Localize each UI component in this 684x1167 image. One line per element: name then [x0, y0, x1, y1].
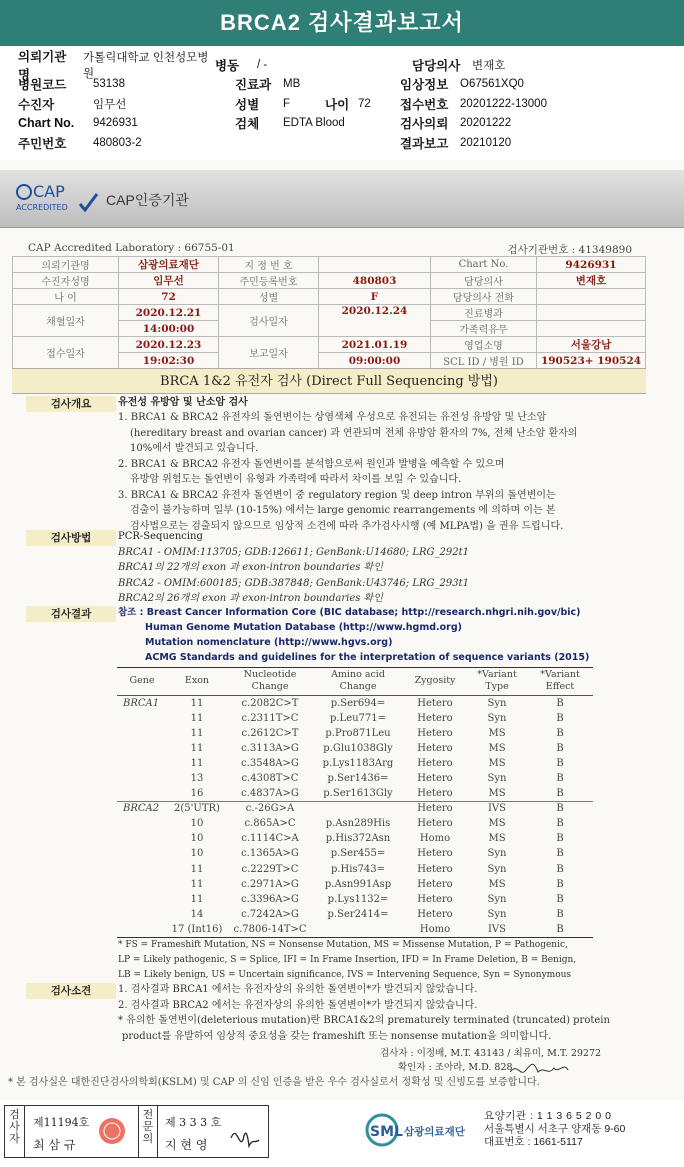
dept-label: 진료과	[235, 78, 272, 93]
table-cell: Homo	[419, 833, 451, 845]
info-cell: 9426931	[537, 257, 646, 273]
tester-name: 최 삼 규	[33, 1138, 76, 1152]
cap-logo-text: CAP	[33, 182, 65, 201]
overview-line: 3. BRCA1 & BRCA2 유전자 돌연변이 중 regulatory region 및 deep intron 부위의 돌연변이는	[118, 489, 556, 501]
receipt-value: 20201222-13000	[460, 97, 547, 110]
table-row	[117, 846, 593, 861]
info-cell: 진료병과	[431, 305, 537, 321]
table-cell: c.-26G>A	[227, 801, 313, 816]
report-date-value: 20210120	[460, 136, 512, 149]
opinion-line: product를 유발하여 임상적 중요성을 갖는 frameshift 또는 nonsense mutation을 의미합니다.	[122, 1030, 552, 1042]
specialist-license: 제 3 3 3 호	[165, 1116, 222, 1129]
table-cell: p.Asn991Asp	[324, 878, 392, 890]
table-cell: B	[556, 848, 564, 860]
table-cell: c.4837A>G	[241, 787, 299, 799]
report-title: BRCA2 검사결과보고서	[0, 0, 684, 46]
section-result: 검사결과	[26, 606, 116, 622]
table-cell: p.Pro871Leu	[325, 727, 391, 739]
info-cell: 2021.01.19	[319, 337, 431, 353]
cap-label: CAP인증기관	[106, 192, 189, 208]
table-row	[117, 831, 593, 846]
overview-body	[118, 410, 577, 534]
table-cell: p.Ser1436=	[327, 773, 389, 785]
table-cell: Hetero	[417, 757, 453, 769]
dept-value: MB	[283, 78, 301, 91]
table-cell: p.Leu771=	[329, 712, 387, 724]
info-cell: 보고일자	[219, 337, 319, 369]
table-cell	[313, 801, 403, 816]
info-cell: 성별	[219, 289, 319, 305]
table-cell: p.His372Asn	[325, 833, 391, 845]
table-cell: B	[556, 893, 564, 905]
table-cell: Syn	[487, 773, 507, 785]
info-cell	[319, 257, 431, 273]
specialist-name: 지 현 영	[165, 1138, 208, 1152]
table-cell: c.2612C>T	[241, 727, 299, 739]
info-cell: 190523+ 190524	[537, 353, 646, 369]
age-label: 나이	[325, 97, 350, 112]
table-cell: MS	[488, 787, 506, 799]
table-cell: 11	[190, 697, 204, 709]
ward-value: / -	[257, 58, 268, 71]
table-cell: 17 (Int16)	[167, 922, 227, 937]
kslm-statement: * 본 검사실은 대한진단검사의학회(KSLM) 및 CAP 의 신임 인증을 받은 우수 검사실로서 정확성 및 신빙도를 보증합니다.	[8, 1077, 540, 1088]
table-row	[117, 892, 593, 907]
info-cell: 14:00:00	[119, 321, 219, 337]
info-cell: 의뢰기관명	[13, 257, 119, 273]
info-cell: 수진자성명	[13, 273, 119, 289]
overview-line: 검사법으로는 검출되지 않으므로 임상적 소견에 따라 추가검사시행 (예 MLPA법) 을 권유 드립니다.	[130, 520, 564, 532]
cap-lab-number: CAP Accredited Laboratory : 66755-01	[28, 242, 235, 254]
specimen-label: 검체	[235, 117, 260, 132]
table-row	[117, 696, 593, 711]
references	[118, 605, 589, 665]
table-row	[117, 726, 593, 741]
table-cell: p.His743=	[330, 863, 386, 875]
table-cell	[117, 922, 167, 937]
table-cell: c.1114C>A	[241, 833, 299, 845]
table-cell	[117, 711, 167, 726]
reference-line: 참조 : Breast Cancer Information Core (BIC database; http://research.nhgri.nih.gov/bic)	[118, 607, 581, 618]
opinion-line: 1. 검사결과 BRCA1 에서는 유전자상의 유의한 돌연변이*가 발견되지 않았습니다.	[118, 984, 478, 995]
lab-address	[484, 1110, 625, 1149]
patient-value: 임무선	[93, 98, 127, 111]
doctor-value: 변재호	[472, 59, 506, 72]
table-cell: B	[527, 922, 593, 937]
table-cell: c.865A>C	[244, 818, 296, 830]
reference-line: Mutation nomenclature (http://www.hgvs.org)	[145, 637, 393, 648]
clinical-label: 임상정보	[400, 78, 449, 93]
table-cell	[117, 907, 167, 922]
report-header	[18, 49, 668, 153]
table-cell: Syn	[487, 893, 507, 905]
table-row	[117, 786, 593, 801]
sex-label: 성별	[235, 97, 260, 112]
table-row	[117, 756, 593, 771]
table-cell: B	[527, 801, 593, 816]
table-cell: p.Glu1038Gly	[323, 742, 393, 754]
table-cell: Hetero	[417, 848, 453, 860]
table-cell: p.Lys1132=	[327, 893, 389, 905]
info-cell: 삼광의료재단	[119, 257, 219, 273]
table-cell: 11	[190, 878, 204, 890]
opinion-line: 2. 검사결과 BRCA2 에서는 유전자상의 유의한 돌연변이*가 발견되지 않았습니다.	[118, 999, 478, 1011]
col-exon: Exon	[167, 668, 227, 696]
table-cell: Syn	[487, 848, 507, 860]
table-cell: Hetero	[417, 878, 453, 890]
table-cell: B	[556, 908, 564, 920]
table-cell: B	[556, 878, 564, 890]
table-cell	[117, 726, 167, 741]
table-row	[117, 816, 593, 831]
info-cell: 480803	[319, 273, 431, 289]
table-cell: B	[556, 833, 564, 845]
reference-line: ACMG Standards and guidelines for the interpretation of sequence variants (2015)	[145, 652, 590, 663]
age-value: 72	[358, 97, 371, 110]
abbrev-footnotes	[118, 938, 658, 983]
table-cell: Hetero	[417, 818, 453, 830]
table-row	[117, 711, 593, 726]
table-cell: 13	[190, 773, 204, 785]
table-cell: B	[556, 787, 564, 799]
table-cell	[117, 846, 167, 861]
table-cell: Syn	[487, 712, 507, 724]
red-seal-stamp	[97, 1116, 127, 1146]
variants-body	[117, 696, 593, 938]
table-cell	[117, 786, 167, 801]
table-cell: Hetero	[417, 727, 453, 739]
address-line: 서울특별시 서초구 양재동 9-60	[484, 1123, 626, 1135]
table-cell: p.Ser1613Gly	[323, 787, 393, 799]
table-cell: 14	[190, 908, 204, 920]
info-cell: 담당의사	[431, 273, 537, 289]
table-cell: B	[556, 727, 564, 739]
overview-line: 2. BRCA1 & BRCA2 유전자 돌연변이를 분석함으로써 원인과 발병을 예측할 수 있으며	[118, 458, 505, 470]
col-amino: Amino acid Change	[313, 668, 403, 696]
inst-value: 가톨릭대학교 인천성모병원	[83, 51, 209, 80]
info-cell: 영업소명	[431, 337, 537, 353]
table-cell: Hetero	[403, 801, 467, 816]
table-cell: IVS	[467, 801, 527, 816]
test-banner: BRCA 1&2 유전자 검사 (Direct Full Sequencing 방법)	[12, 368, 646, 394]
table-cell: p.Ser694=	[330, 697, 386, 709]
table-cell: c.7242A>G	[241, 908, 299, 920]
table-cell	[117, 756, 167, 771]
table-cell	[313, 922, 403, 937]
table-cell: c.2082C>T	[241, 697, 299, 709]
table-cell: Syn	[487, 697, 507, 709]
doctor-label: 담당의사	[412, 58, 461, 73]
table-cell: 10	[190, 848, 204, 860]
tel-line: 대표번호 : 1661-5117	[484, 1136, 583, 1148]
col-nucleotide: Nucleotide Change	[227, 668, 313, 696]
table-cell: c.1365A>G	[241, 848, 299, 860]
hosp-code-label: 병원코드	[18, 78, 67, 93]
info-cell: 담당의사 전화	[431, 289, 537, 305]
table-cell: BRCA1	[123, 697, 160, 709]
hosp-code-value: 53138	[93, 78, 125, 91]
tester-signers: 검사자 : 이정배, M.T. 43143 / 최유미, M.T. 29272	[380, 1048, 602, 1059]
info-cell: 09:00:00	[319, 353, 431, 369]
sml-name: 삼광의료재단	[404, 1126, 465, 1138]
info-cell: 72	[119, 289, 219, 305]
table-cell: MS	[488, 833, 506, 845]
info-cell: 2020.12.23	[119, 337, 219, 353]
info-cell: 나 이	[13, 289, 119, 305]
table-row	[117, 862, 593, 877]
info-cell: 19:02:30	[119, 353, 219, 369]
method-line: BRCA2 - OMIM:600185; GDB:387848; GenBank:U43746; LRG_293t1	[118, 577, 469, 589]
method-title: PCR-Sequencing	[118, 531, 203, 542]
tester-label: 검사자	[5, 1106, 25, 1157]
request-label: 검사의뢰	[400, 117, 449, 132]
tester-license: 제11194호	[33, 1116, 90, 1129]
table-row	[117, 771, 593, 786]
chart-label: Chart No.	[18, 116, 75, 131]
confirmer-signer: 확인자 : 조아라, M.D. 828	[398, 1062, 513, 1073]
table-cell: c.2311T>C	[241, 712, 299, 724]
rrn-value: 480803-2	[93, 136, 142, 149]
sml-logo	[364, 1110, 482, 1150]
section-overview: 검사개요	[26, 396, 116, 412]
info-cell: 지 정 번 호	[219, 257, 319, 273]
specialist-signature	[227, 1120, 263, 1148]
info-cell	[537, 321, 646, 337]
overview-title: 유전성 유방암 및 난소암 검사	[118, 397, 248, 408]
table-cell: Hetero	[417, 863, 453, 875]
inst-label: 의뢰기관명	[18, 49, 67, 82]
col-variant-type: *Variant Type	[467, 668, 527, 696]
overview-line: 10%에서 발견되고 있습니다.	[130, 443, 259, 454]
opinion-body	[118, 982, 610, 1044]
table-cell: MS	[488, 727, 506, 739]
table-cell: MS	[488, 818, 506, 830]
table-cell: Hetero	[417, 712, 453, 724]
overview-line: 검출이 불가능하며 일부 (10-15%) 에서는 large genomic rearrangements 에 의하며 이는 본	[130, 505, 556, 516]
table-cell	[117, 892, 167, 907]
sex-value: F	[283, 97, 291, 110]
info-cell: 2020.12.24	[319, 305, 431, 337]
info-cell: 서울강남	[537, 337, 646, 353]
table-cell: Hetero	[417, 697, 453, 709]
info-cell: 2020.12.21	[119, 305, 219, 321]
info-cell: 임무선	[119, 273, 219, 289]
table-cell: IVS	[467, 922, 527, 937]
receipt-label: 접수번호	[400, 97, 449, 112]
table-cell: B	[556, 742, 564, 754]
table-cell: c.3396A>G	[241, 893, 299, 905]
cap-accredited-logo	[14, 178, 100, 218]
rrn-label: 주민번호	[18, 136, 67, 151]
info-cell: 접수일자	[13, 337, 119, 369]
info-cell	[537, 305, 646, 321]
footnote-line: * FS = Frameshift Mutation, NS = Nonsense Mutation, MS = Missense Mutation, P = Pathogenic,	[118, 940, 568, 950]
overview-line: (hereditary breast and ovarian cancer) 과 연관되며 전체 유방암 환자의 7%, 전체 난소암 환자의	[130, 427, 578, 439]
section-opinion: 검사소견	[26, 983, 116, 999]
table-cell: 11	[190, 712, 204, 724]
table-cell: MS	[488, 757, 506, 769]
table-cell: c.4308T>C	[241, 773, 299, 785]
specialist-label: 전문의	[138, 1106, 158, 1157]
col-zygosity: Zygosity	[403, 668, 467, 696]
table-cell: B	[556, 697, 564, 709]
table-cell: c.2971A>G	[241, 878, 299, 890]
overview-line: 유방암 위험도는 돌연변이 유형과 가족력에 따라서 차이를 보일 수 있습니다.	[130, 474, 462, 485]
table-cell	[117, 771, 167, 786]
method-line: BRCA1의 22개의 exon 과 exon-intron boundaries 확인	[118, 562, 383, 573]
table-row	[117, 741, 593, 756]
info-cell: F	[319, 289, 431, 305]
col-variant-effect: *Variant Effect	[527, 668, 593, 696]
table-cell: Hetero	[417, 773, 453, 785]
agency-number: 요양기관 : 1 1 3 6 5 2 0 0	[484, 1110, 612, 1122]
table-cell: p.Asn289His	[325, 818, 391, 830]
col-gene: Gene	[117, 668, 167, 696]
footnote-line: LP = Likely pathogenic, S = Splice, IFI = In Frame Insertion, IFD = In Frame Deletion, B = Benign,	[118, 955, 577, 965]
patient-label: 수진자	[18, 97, 55, 112]
table-cell: 11	[190, 757, 204, 769]
reference-line: Human Genome Mutation Database (http://www.hgmd.org)	[145, 622, 462, 633]
chart-value: 9426931	[93, 117, 138, 130]
table-row	[117, 907, 593, 922]
overview-line: 1. BRCA1 & BRCA2 유전자의 돌연변이는 상염색체 우성으로 유전되는 유전성 유방암 및 난소암	[118, 412, 547, 423]
table-cell: 2(5'UTR)	[167, 801, 227, 816]
table-cell	[117, 877, 167, 892]
info-cell: 채혈일자	[13, 305, 119, 337]
opinion-line: * 유의한 돌연변이(deleterious mutation)란 BRCA1&2의 prematurely terminated (truncated) protein	[118, 1015, 610, 1026]
table-row	[117, 922, 593, 937]
specimen-value: EDTA Blood	[283, 117, 345, 130]
table-cell: Hetero	[417, 908, 453, 920]
table-cell: B	[556, 773, 564, 785]
table-cell: B	[556, 818, 564, 830]
signature-box	[4, 1105, 269, 1158]
table-row	[117, 877, 593, 892]
table-cell	[117, 816, 167, 831]
report-date-label: 결과보고	[400, 136, 449, 151]
table-cell: 11	[190, 742, 204, 754]
cap-banner	[0, 170, 684, 228]
table-cell: 11	[190, 863, 204, 875]
table-cell: MS	[488, 878, 506, 890]
method-body	[118, 529, 469, 607]
table-cell: B	[556, 863, 564, 875]
table-cell: 11	[190, 727, 204, 739]
info-cell: Chart No.	[431, 257, 537, 273]
table-cell: BRCA2	[117, 801, 167, 816]
table-row	[117, 801, 593, 816]
ward-label: 병동	[215, 58, 240, 73]
table-cell: 10	[190, 833, 204, 845]
variants-table	[117, 667, 593, 938]
table-cell: p.Ser2414=	[327, 908, 389, 920]
table-cell: c.3113A>G	[241, 742, 299, 754]
table-cell: c.2229T>C	[241, 863, 299, 875]
method-line: BRCA2의 26개의 exon 과 exon-intron boundaries 확인	[118, 593, 383, 604]
info-cell: 검사일자	[219, 305, 319, 337]
table-cell: Homo	[403, 922, 467, 937]
table-cell: Hetero	[417, 742, 453, 754]
table-cell: Syn	[487, 908, 507, 920]
table-cell: Syn	[487, 863, 507, 875]
table-cell	[117, 741, 167, 756]
method-line: BRCA1 - OMIM:113705; GDB:126611; GenBank:U14680; LRG_292t1	[118, 546, 469, 558]
info-cell	[537, 289, 646, 305]
section-method: 검사방법	[26, 530, 116, 546]
variants-header-row	[117, 668, 593, 696]
table-cell: Hetero	[417, 893, 453, 905]
table-cell: c.3548A>G	[241, 757, 299, 769]
issuer-number: 검사기관번호 : 41349890	[507, 244, 632, 256]
cap-logo-sub: ACCREDITED	[16, 203, 68, 212]
table-cell	[117, 831, 167, 846]
table-cell: 11	[190, 893, 204, 905]
request-value: 20201222	[460, 117, 512, 130]
sml-logo-text: SML	[370, 1124, 403, 1140]
table-cell: 16	[190, 787, 204, 799]
info-cell: 가족력유무	[431, 321, 537, 337]
table-cell: Hetero	[417, 787, 453, 799]
table-cell: p.Lys1183Arg	[322, 757, 394, 769]
info-cell: SCL ID / 병원 ID	[431, 353, 537, 369]
table-cell: 10	[190, 818, 204, 830]
table-cell	[117, 862, 167, 877]
table-cell: B	[556, 712, 564, 724]
table-cell: MS	[488, 742, 506, 754]
patient-info-table	[12, 256, 646, 369]
footnote-line: LB = Likely benign, US = Uncertain significance, IVS = Intervening Sequence, Syn = Synonymous	[118, 970, 572, 980]
table-cell: B	[556, 757, 564, 769]
table-cell: p.Ser455=	[330, 848, 386, 860]
clinical-value: O67561XQ0	[460, 78, 524, 91]
table-cell: c.7806-14T>C	[227, 922, 313, 937]
info-cell: 주민등록번호	[219, 273, 319, 289]
info-cell: 변재호	[537, 273, 646, 289]
